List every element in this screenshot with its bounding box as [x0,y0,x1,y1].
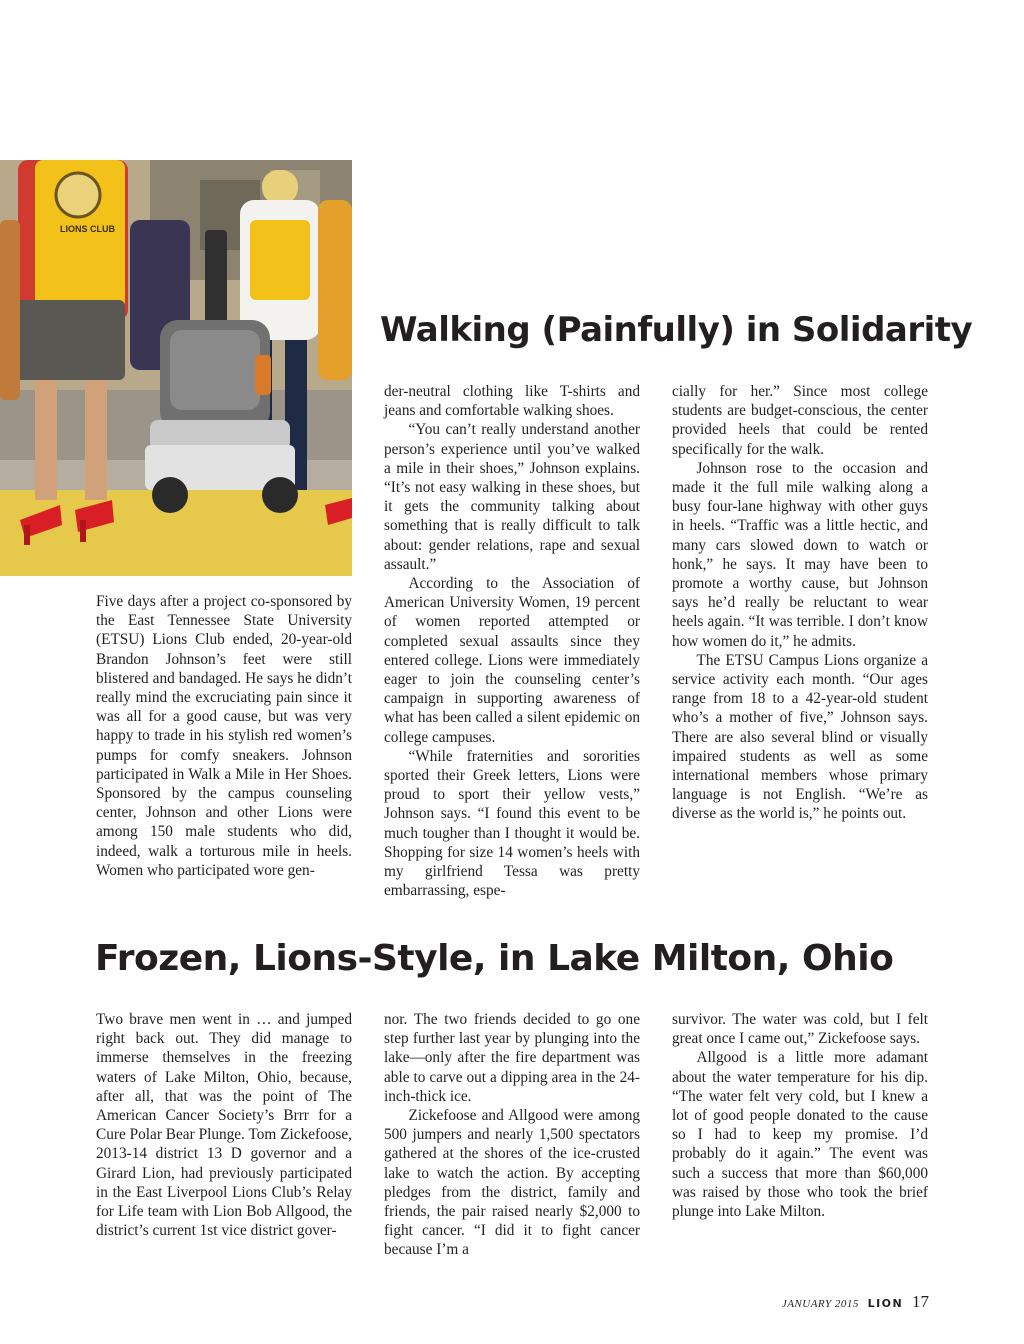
article-headline-solidarity: Walking (Painfully) in Solidarity [380,310,973,350]
article2-paragraph: Allgood is a little more adamant about the water temperature for his dip. “The water felt very cold, but I knew a lot of good people donated to the cause so I had to keep my promise. I’d probably do it again.” The event was such a success that more than $60,000 was raised by those who took the brief plunge into Lake Milton. [672,1049,928,1221]
magazine-name: LION [867,1297,904,1310]
article1-paragraph: der-neutral clothing like T-shirts and jeans and comfortable walking shoes. [384,383,640,420]
article2-paragraph: Two brave men went in … and jumped right back out. They did manage to immerse themselves in the freezing waters of Lake Milton, Ohio, because, after all, that was the point of The American Cancer Society’s Brrr for a Cure Polar Bear Plunge. Tom Zickefoose, 2013-14 district 13 D governor and a Girard Lion, had previously participated in the East Liverpool Lions Club’s Relay for Life team with Lion Bob Allgood, the district’s current 1st vice district gover- [96,1011,352,1240]
article1-paragraph: Five days after a project co-sponsored by the East Tennessee State University (ETSU) Lions Club ended, 20-year-old Brandon Johnson’s feet were still blistered and bandaged. He says he didn’t really mind the excruciating pain since it was all for a good cause, but was very happy to trade in his stylish red women’s pumps for comfy sneakers. Johnson participated in Walk a Mile in Her Shoes. Sponsored by the campus counseling center, Johnson and other Lions were among 150 male students who did, indeed, walk a torturous mile in heels. Women who participated wore gen- [96,593,352,879]
article1-paragraph: According to the Association of American University Women, 19 percent of women reported attempted or completed sexual assaults since they entered college. Lions were immediately eager to join the counseling center’s campaign in supporting awareness of what has been called a silent epidemic on college campuses. [384,575,640,746]
page-number: 17 [912,1292,929,1311]
article2-paragraph: Zickefoose and Allgood were among 500 jumpers and nearly 1,500 spectators gathered at the shores of the ice-crusted lake to watch the action. By accepting pledges from the district, family and friends, the pair raised nearly $2,000 to fight cancer. “I did it to fight cancer because I’m a [384,1107,640,1259]
walk-in-heels-illustration [0,160,352,576]
article1-paragraph: “You can’t really understand another person’s experience until you’ve walked a mile in their shoes,” Johnson explains. “It’s not easy walking in these shoes, but it gets the community talking about something that is really difficult to talk about: gender relations, rape and sexual assault.” [384,421,640,573]
article1-paragraph: “While fraternities and sororities sported their Greek letters, Lions were proud to sport their yellow vests,” Johnson says. “I found this event to be much tougher than I thought it would be. Shopping for size 14 women’s heels with my girlfriend Tessa was pretty embarrassing, espe- [384,747,640,900]
article2-column-2 [384,1010,640,1260]
article2-column-3 [672,1010,928,1221]
article2-paragraph: survivor. The water was cold, but I felt great once I came out,” Zickefoose says. [672,1011,928,1048]
article2-column-1 [96,1010,352,1240]
article2-paragraph: nor. The two friends decided to go one step further last year by plunging into the lake—only after the fire department was able to carve out a dipping area in the 24-inch-thick ice. [384,1011,640,1105]
article1-column-3 [672,382,928,824]
article1-paragraph: cially for her.” Since most college students are budget-conscious, the center provided heels that could be rented specifically for the walk. [672,383,928,458]
article-photo [0,160,352,576]
article1-column-2 [384,382,640,900]
page-footer [782,1292,929,1312]
article1-paragraph: The ETSU Campus Lions organize a service activity each month. “Our ages range from 18 to a 42-year-old student who’s a mother of five,” Johnson says. There are also several blind or visually impaired students as well as some international members whose primary language is not English. “We’re as diverse as the world is,” he points out. [672,651,928,823]
article-headline-lake-milton: Frozen, Lions-Style, in Lake Milton, Ohio [95,938,894,979]
article1-column-1 [96,592,352,880]
article1-paragraph: Johnson rose to the occasion and made it the full mile walking along a busy four-lane highway with other guys in heels. “Traffic was a little hectic, and many cars slowed down to watch or honk,” he says. It may have been to promote a worthy cause, but Johnson says he’d really be reluctant to wear heels again. “It was terrible. I don’t know how women do it,” he admits. [672,459,928,650]
vest-print: LIONS CLUB [60,224,115,234]
issue-date: JANUARY 2015 [781,1298,859,1310]
